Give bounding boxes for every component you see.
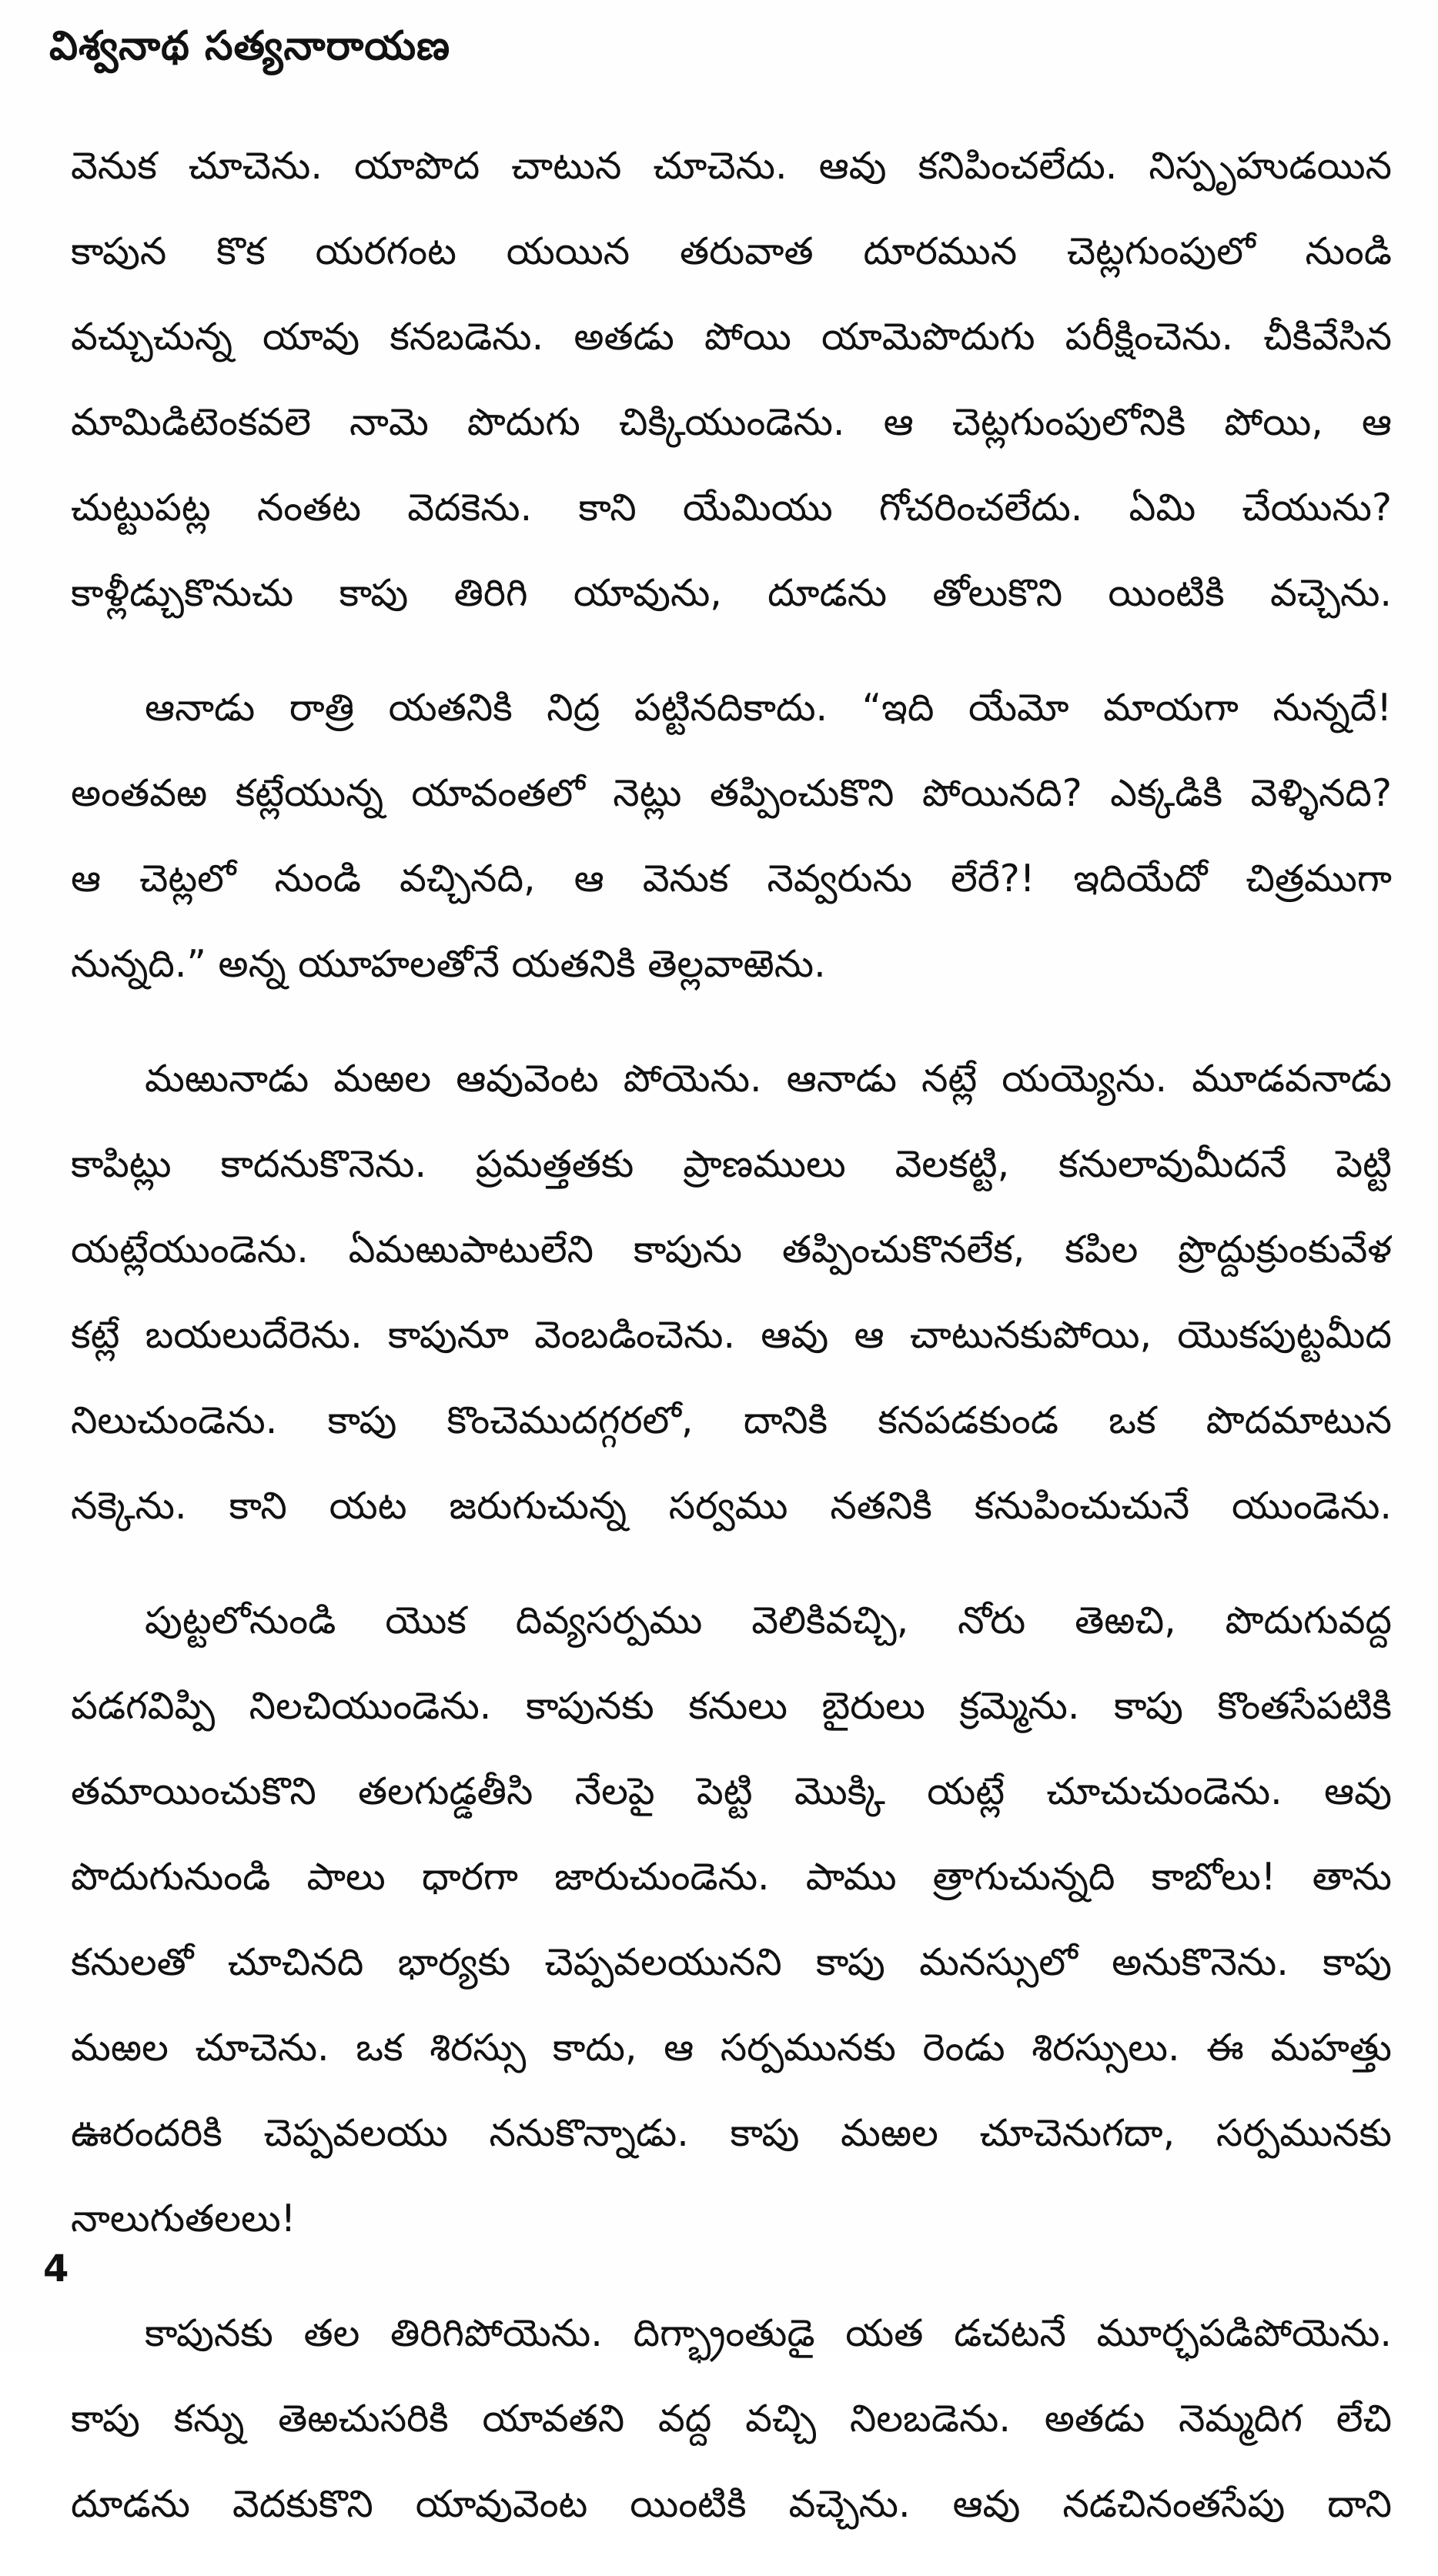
text-line: నున్నది.” అన్న యూహలతోనే యతనికి తెల్లవాఱెను.	[71, 942, 826, 986]
page-number: 4	[43, 2247, 69, 2290]
text-line: కాపు కన్ను తెఱచుసరికి యావతని వద్ద వచ్చి నిలబడెను. అతడు నెమ్మదిగ లేచి	[71, 2397, 1392, 2441]
text-line: పుట్టలోనుండి యొక దివ్యసర్పము వెలికివచ్చి, నోరు తెఱచి, పొదుగువద్ద	[145, 1599, 1392, 1642]
text-line: నాలుగుతలలు!	[71, 2197, 296, 2240]
paragraph-5	[71, 2290, 1392, 2547]
page-body	[71, 123, 1392, 2576]
text-line: వచ్చుచున్న యావు కనబడెను. అతడు పోయి యామెపొదుగు పరీక్షించెను. చీకివేసిన	[71, 315, 1392, 359]
paragraph-4	[71, 1578, 1392, 2261]
text-line: చుట్టుపట్ల నంతట వెదకెను. కాని యేమియు గోచరించలేదు. ఏమి చేయును?	[71, 486, 1392, 530]
text-line: కాపున కొక యరగంట యయిన తరువాత దూరమున చెట్లగుంపులో నుండి	[71, 229, 1392, 273]
paragraph-2	[71, 665, 1392, 1007]
text-line: నిలుచుండెను. కాపు కొంచెముదగ్గరలో, దానికి కనపడకుండ ఒక పొదమాటున	[71, 1398, 1392, 1442]
text-line: కనులతో చూచినది భార్యకు చెప్పవలయునని కాపు మనస్సులో అనుకొనెను. కాపు	[71, 1940, 1392, 1984]
text-line: మఱునాడు మఱల ఆవువెంట పోయెను. ఆనాడు నట్లే యయ్యెను. మూడవనాడు	[145, 1057, 1392, 1101]
text-line: అంతవఱ కట్లేయున్న యావంతలో నెట్లు తప్పించుకొని పోయినది? ఎక్కడికి వెళ్ళినది?	[71, 771, 1392, 815]
paragraph-1	[71, 123, 1392, 636]
text-line: యట్లేయుండెను. ఏమఱుపాటులేని కాపును తప్పించుకొనలేక, కపిల ప్రొద్దుక్రుంకువేళ	[71, 1228, 1392, 1271]
text-line: కాపునకు తల తిరిగిపోయెను. దిగ్భ్రాంతుడై యత డచటనే మూర్ఛపడిపోయెను.	[145, 2311, 1392, 2355]
text-line: నక్కెను. కాని యట జరుగుచున్న సర్వము నతనికి కనుపించుచునే యుండెను.	[71, 1484, 1392, 1528]
text-line: వెనుక చూచెను. యాపొద చాటున చూచెను. ఆవు కనిపించలేదు. నిస్పృహుడయిన	[71, 144, 1392, 188]
text-line: ఆ చెట్లలో నుండి వచ్చినది, ఆ వెనుక నెవ్వరును లేరే?! ఇదియేదో చిత్రముగా	[71, 857, 1392, 900]
text-line: మఱల చూచెను. ఒక శిరస్సు కాదు, ఆ సర్పమునకు రెండు శిరస్సులు. ఈ మహత్తు	[71, 2026, 1392, 2070]
text-line: ఆనాడు రాత్రి యతనికి నిద్ర పట్టినదికాదు. “ఇది యేమో మాయగా నున్నదే!	[145, 686, 1392, 730]
running-head: విశ్వనాథ సత్యనారాయణ	[49, 23, 451, 69]
text-line: కట్లే బయలుదేరెను. కాపునూ వెంబడించెను. ఆవు ఆ చాటునకుపోయి, యొకపుట్టమీద	[71, 1313, 1392, 1357]
text-line: పొదుగునుండి పాలు ధారగా జారుచుండెను. పాము త్రాగుచున్నది కాబోలు! తాను	[71, 1855, 1392, 1899]
text-line: కాళ్లీడ్చుకొనుచు కాపు తిరిగి యావును, దూడను తోలుకొని యింటికి వచ్చెను.	[71, 571, 1392, 615]
paragraph-3	[71, 1036, 1392, 1549]
text-line: తమాయించుకొని తలగుడ్డతీసి నేలపై పెట్టి మొక్కి యట్లే చూచుచుండెను. ఆవు	[71, 1769, 1392, 1813]
text-line: మామిడిటెంకవలె నామె పొదుగు చిక్కియుండెను. ఆ చెట్లగుంపులోనికి పోయి, ఆ	[71, 400, 1392, 444]
text-line: కాపిట్లు కాదనుకొనెను. ప్రమత్తతకు ప్రాణములు వెలకట్టి, కనులావుమీదనే పెట్టి	[71, 1142, 1392, 1186]
text-line: పడగవిప్పి నిలచియుండెను. కాపునకు కనులు బైరులు క్రమ్మెను. కాపు కొంతసేపటికి	[71, 1684, 1392, 1728]
text-line: ఊరందరికి చెప్పవలయు ననుకొన్నాడు. కాపు మఱల చూచెనుగదా, సర్పమునకు	[71, 2111, 1392, 2155]
text-line: దూడను వెదకుకొని యావువెంట యింటికి వచ్చెను. ఆవు నడచినంతసేపు దాని	[71, 2482, 1392, 2526]
